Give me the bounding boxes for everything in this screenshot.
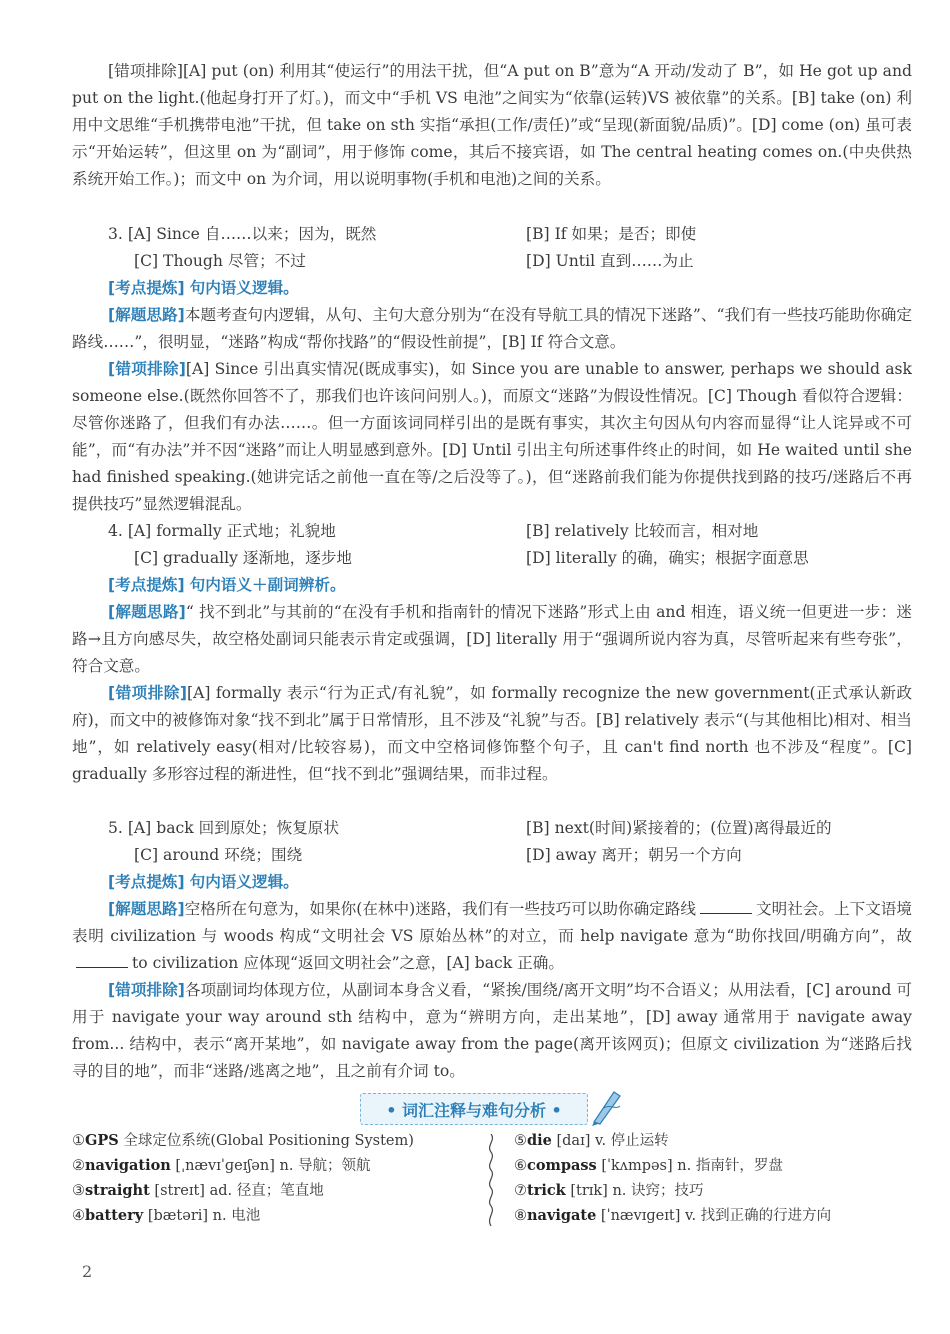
vocab-word: battery: [85, 1207, 144, 1224]
vocab-item: [72, 1153, 371, 1179]
q4-wrong-text: [A] formally 表示“行为正式/有礼貌”，如 formally recognize the new government(正式承认新政府)，而文中的被修饰对象“找不到北”属于日常情形，且不涉及“礼貌”与否。[B] relatively 表示“(与其他相比)相对、相当地”，如 relatively easy(相对/比较容易)，而文中空格词修饰整个句子，且 can't find north 也不涉及“程度”。[C] gradually 多形容过程的渐进性，但“找不到北”强调结果，而非过程。: [72, 684, 912, 783]
vocab-item: [514, 1153, 783, 1179]
vocab-word: navigate: [527, 1207, 597, 1224]
vocabulary-section-banner: [360, 1093, 588, 1125]
vocab-word: compass: [527, 1157, 597, 1174]
vocab-item: [514, 1178, 704, 1204]
q5-key-point-tag: [考点提炼]: [108, 873, 185, 891]
vocab-num: ③: [72, 1183, 85, 1199]
p1-text: [错项排除][A] put (on) 利用其“使运行”的用法干扰，但“A put on B”意为“A 开动/发动了 B”，如 He got up and put on the light.(他起身打开了灯。)，而文中“手机 VS 电池”之间实为“依靠(运转)VS 被依靠”的关系。[B] take (on) 利用中文思维“手机携带电池”干扰，但 take on sth 实指“承担(工作/责任)”或“呈现(新面貌/品质)”。[D] come (on) 虽可表示“开始运转”，但这里 on 为“副词”，用于修饰 come，其后不接宾语，如 The central heating comes on.(中央供热系统开始工作。)；而文中 on 为介词，用以说明事物(手机和电池)之间的关系。: [72, 62, 912, 188]
q3-key-point-text: 句内语义逻辑。: [189, 279, 299, 297]
q5-wrong-options: [72, 977, 912, 1085]
q5-option-c: [C] around 环绕；围绕: [134, 846, 303, 864]
vocab-def: [ˈkʌmpəs] n. 指南针，罗盘: [596, 1158, 783, 1174]
q3-wrong-text: [A] Since 引出真实情况(既成事实)，如 Since you are unable to answer, perhaps we should ask someone else.(既然你回答不了，那我们也许该问问别人。)，而原文“迷路”为假设性情况。[C] Though 看似符合逻辑：尽管你迷路了，但我们有办法……。但一方面该词同样引出的是既有事实，其次主句因从句内容而显得“让人诧异或不可能”，而“有办法”并不因“迷路”而让人明显感到意外。[D] Until 引出主句所述事件终止的时间，如 He waited until she had finished speaking.(她讲完话之前他一直在等/之后没等了。)，但“迷路前我们能为你提供找到路的技巧/迷路后不再提供技巧”显然逻辑混乱。: [72, 360, 912, 513]
vocab-item: [514, 1128, 669, 1154]
page-number: 2: [82, 1262, 93, 1281]
q5-option-a: 5. [A] back 回到原处；恢复原状: [108, 819, 339, 837]
vocab-num: ①: [72, 1133, 85, 1149]
q4-key-point-tag: [考点提炼]: [108, 576, 185, 594]
vocab-num: ②: [72, 1158, 85, 1174]
vocabulary-section-title: • 词汇注释与难句分析 •: [386, 1100, 562, 1120]
q5-wrong-tag: [错项排除]: [108, 981, 185, 999]
q3-solution-text: 本题考查句内逻辑，从句、主句大意分别为“在没有导航工具的情况下迷路”、“我们有一些技巧能助你确定路线……”，很明显，“迷路”构成“帮你找路”的“假设性前提”，[B] If 符合文意。: [72, 306, 912, 351]
q3-wrong-options: [72, 356, 912, 518]
q5-key-point: [108, 869, 299, 896]
q5-option-d: [D] away 离开；朝另一个方向: [526, 846, 742, 864]
column-divider-wave: [484, 1134, 498, 1226]
q4-option-a: 4. [A] formally 正式地；礼貌地: [108, 522, 336, 540]
q3-option-a: 3. [A] Since 自……以来；因为，既然: [108, 225, 377, 243]
vocab-def: [streɪt] ad. 径直；笔直地: [149, 1183, 324, 1199]
vocab-word: straight: [85, 1182, 150, 1199]
q5-solution-tag: [解题思路]: [108, 900, 185, 918]
vocab-def: [bætəri] n. 电池: [143, 1208, 261, 1224]
blank-line: [700, 899, 752, 914]
vocab-item: [72, 1178, 324, 1204]
q3-key-point-tag: [考点提炼]: [108, 279, 185, 297]
q5-solution-text-1: 空格所在句意为，如果你(在林中)迷路，我们有一些技巧可以助你确定路线: [184, 900, 696, 918]
vocab-item: [72, 1203, 260, 1229]
vocab-num: ④: [72, 1208, 85, 1224]
q5-solution-text-2: 文明社会。上下文语境表明 civilization 与 woods 构成“文明社会 VS 原始丛林”的对立，而 help navigate 意为“助你找回/明确方向”，故: [72, 900, 912, 945]
pen-icon: [590, 1086, 624, 1126]
q3-solution-approach: [72, 302, 912, 356]
q5-solution-text-3: to civilization 应体现“返回文明社会”之意，[A] back 正确。: [132, 954, 564, 972]
vocab-word: trick: [527, 1182, 566, 1199]
q5-solution-approach: [72, 896, 912, 977]
q3-solution-tag: [解题思路]: [108, 306, 185, 324]
q4-option-b: [B] relatively 比较而言，相对地: [526, 522, 759, 540]
q4-option-d: [D] literally 的确，确实；根据字面意思: [526, 549, 809, 567]
q4-wrong-options: [72, 680, 912, 788]
q4-solution-tag: [解题思路]: [108, 603, 186, 621]
blank-line: [76, 953, 128, 968]
q4-option-c: [C] gradually 逐渐地，逐步地: [134, 549, 353, 567]
q3-key-point: [108, 275, 299, 302]
vocab-def: [ˈnævɪɡeɪt] v. 找到正确的行进方向: [596, 1208, 832, 1224]
q4-solution-approach: [72, 599, 912, 680]
vocab-word: navigation: [85, 1157, 171, 1174]
vocab-def: [trɪk] n. 诀窍；技巧: [565, 1183, 704, 1199]
vocab-def: 全球定位系统(Global Positioning System): [118, 1133, 414, 1149]
vocab-def: [ˌnævɪˈɡeɪʃən] n. 导航；领航: [170, 1158, 371, 1174]
vocab-word: die: [527, 1132, 552, 1149]
q3-option-c: [C] Though 尽管；不过: [134, 252, 306, 270]
q4-key-point: [108, 572, 346, 599]
q5-wrong-text: 各项副词均体现方位，从副词本身含义看，“紧挨/围绕/离开文明”均不合语义；从用法看，[C] around 可用于 navigate your way around sth 结构中，意为“辨明方向，走出某地”，[D] away 通常用于 navigate away from... 结构中，表示“离开某地”，如 navigate away from the page(离开该网页)；但原文 civilization 为“迷路后找寻的目的地”，而非“迷路/逃离之地”，且之前有介词 to。: [72, 981, 912, 1080]
vocab-def: [daɪ] v. 停止运转: [551, 1133, 669, 1149]
q4-solution-text: “ 找不到北”与其前的“在没有手机和指南针的情况下迷路”形式上由 and 相连，语义统一但更进一步：迷路→且方向感尽失，故空格处副词只能表示肯定或强调，[D] literally 用于“强调所说内容为真，尽管听起来有些夸张”，符合文意。: [72, 603, 912, 675]
vocab-item: [72, 1128, 414, 1154]
q5-key-point-text: 句内语义逻辑。: [189, 873, 299, 891]
q3-option-d: [D] Until 直到……为止: [526, 252, 694, 270]
vocab-item: [514, 1203, 831, 1229]
vocab-num: ⑦: [514, 1183, 527, 1199]
vocab-num: ⑤: [514, 1133, 527, 1149]
vocab-num: ⑥: [514, 1158, 527, 1174]
vocab-word: GPS: [85, 1132, 119, 1149]
q4-key-point-text: 句内语义＋副词辨析。: [189, 576, 346, 594]
q3-wrong-tag: [错项排除]: [108, 360, 186, 378]
vocab-num: ⑧: [514, 1208, 527, 1224]
answer-explanation-q2-wrong-options: [72, 58, 912, 193]
q5-option-b: [B] next(时间)紧接着的；(位置)离得最近的: [526, 819, 832, 837]
q3-option-b: [B] If 如果；是否；即使: [526, 225, 697, 243]
q4-wrong-tag: [错项排除]: [108, 684, 188, 702]
